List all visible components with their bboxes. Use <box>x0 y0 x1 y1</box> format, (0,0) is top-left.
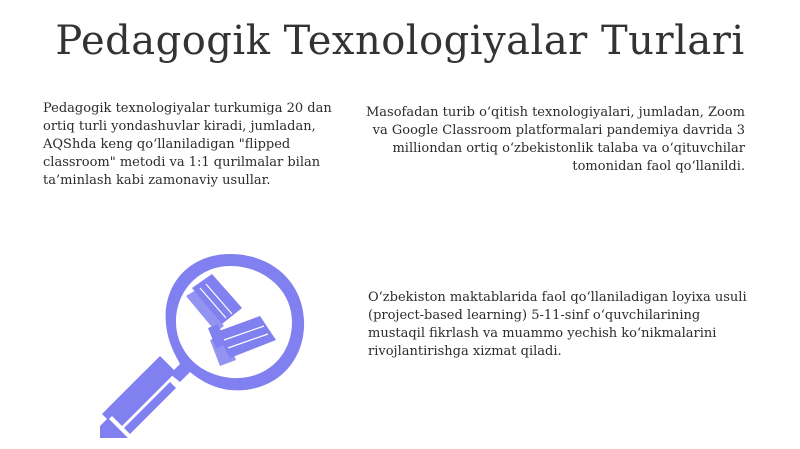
bottom-text-block: O‘zbekiston maktablarida faol qo‘llaniladigan loyixa usuli (project-based learning) 5-11-sinf o‘quvchilarining mustaqil fikrlash va muammo yechish ko‘nikmalarini rivojlantirishga xizmat qiladi. <box>368 290 747 359</box>
right-text-block: Masofadan turib o‘qitish texnologiyalari, jumladan, Zoom va Google Classroom platformalari pandemiya davrida 3 milliondan ortiq o‘zbekistonlik talaba va o‘qituvchilar tomonidan faol qo‘llanildi. <box>365 105 745 174</box>
slide-title: Pedagogik Texnologiyalar Turlari <box>55 18 745 64</box>
lightbulb-book-icon <box>100 248 315 438</box>
left-text-block: Pedagogik texnologiyalar turkumiga 20 dan ortiq turli yondashuvlar kiradi, jumladan, AQShda keng qo‘llaniladigan "flipped classroom" metodi va 1:1 qurilmalar bilan ta’minlash kabi zamonaviy usullar. <box>43 101 332 188</box>
